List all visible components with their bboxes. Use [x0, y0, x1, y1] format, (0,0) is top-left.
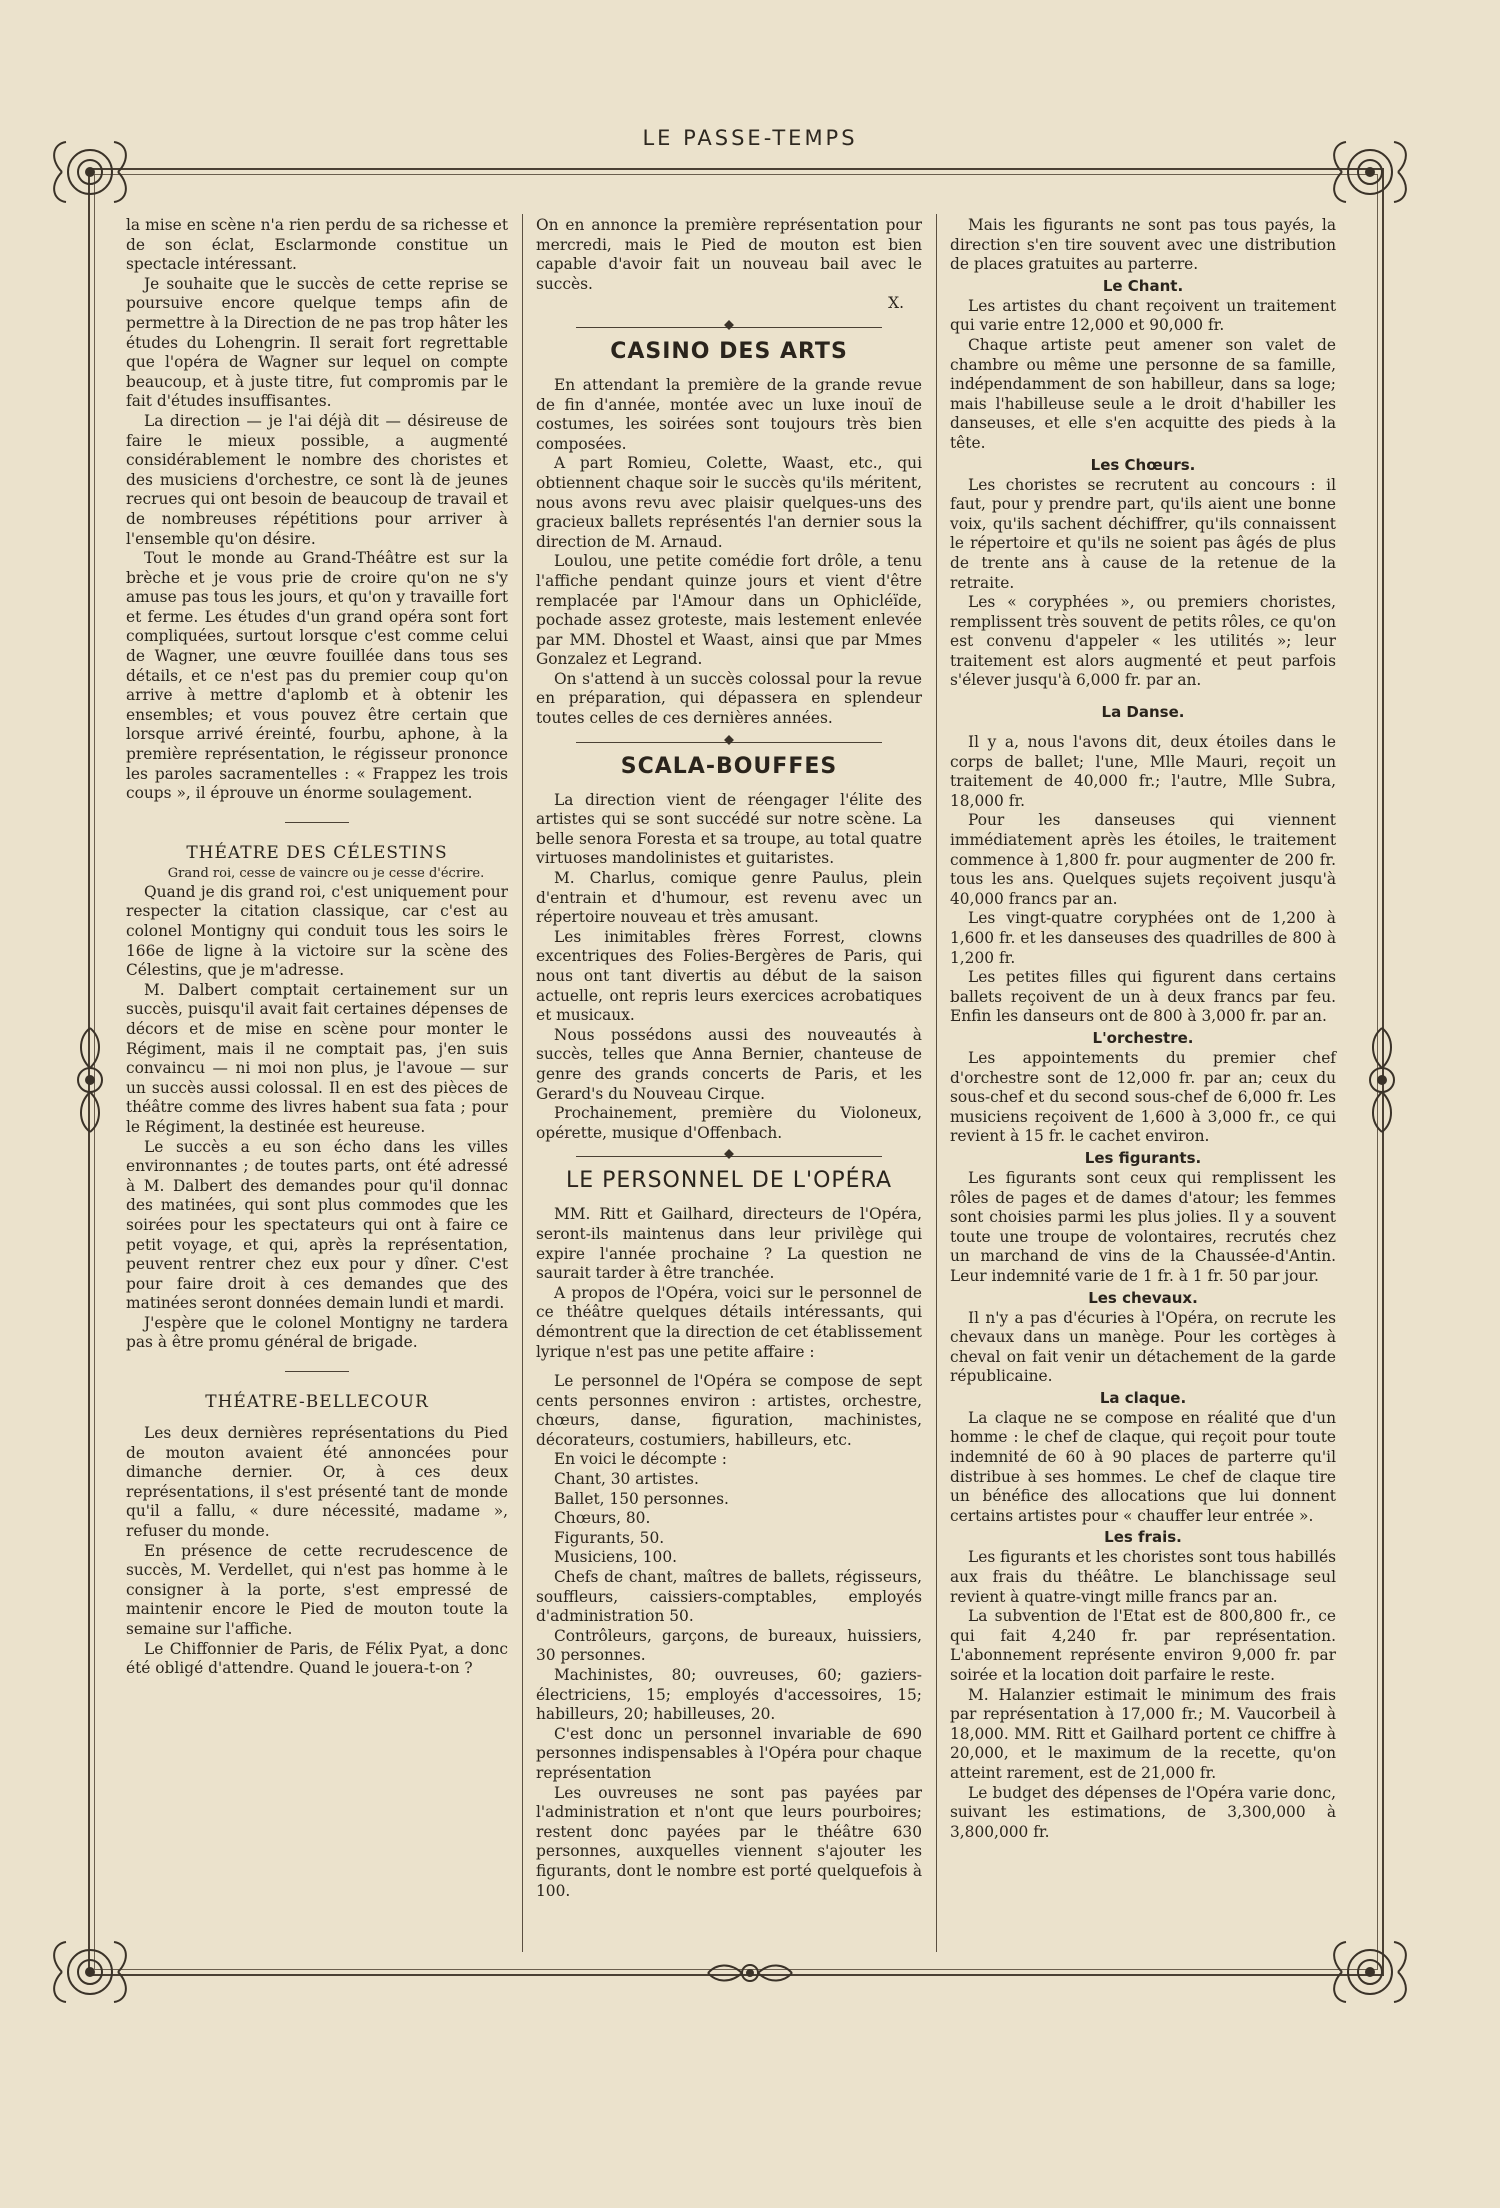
paragraph: Prochainement, première du Violoneux, opérette, musique d'Offenbach. [536, 1104, 922, 1142]
paragraph: Nous possédons aussi des nouveautés à succès, telles que Anna Bernier, chanteuse de genre des grands concerts de Paris, et les Gerard's du Nouveau Cirque. [536, 1025, 922, 1103]
paragraph: Mais les figurants ne sont pas tous payés, la direction s'en tire souvent avec une distribution de places gratuites au parterre. [950, 216, 1336, 274]
paragraph: M. Halanzier estimait le minimum des frais par représentation à 17,000 fr.; M. Vaucorbeil à 18,000. MM. Ritt et Gailhard portent ce chiffre à 20,000, et le maximum de la recette, qu'on atteint rarement, est de 21,000 fr. [950, 1685, 1336, 1782]
paragraph: Le succès a eu son écho dans les villes environnantes ; de toutes parts, ont été adressé à M. Dalbert des demandes pour qu'il donnac des matinées, qui sont plus commodes que les soirées pour les spectateurs qui ont à faire ce petit voyage, et qui, après la représentation, peuvent rentrer chez eux pour y dîner. C'est pour faire droit à ces demandes que des matinées seront données demain lundi et mardi. [126, 1137, 508, 1313]
section-divider [576, 320, 882, 334]
paragraph: Le budget des dépenses de l'Opéra varie donc, suivant les estimations, de 3,300,000 à 3,800,000 fr. [950, 1783, 1336, 1841]
paragraph: Les figurants et les choristes sont tous habillés aux frais du théâtre. Le blanchissage seul revient à quatre-vingt mille francs par an. [950, 1548, 1336, 1606]
paragraph: M. Charlus, comique genre Paulus, plein d'entrain et d'humour, est revenu avec un répertoire nouveau et très amusant. [536, 869, 922, 927]
subsection-title-danse: La Danse. [1101, 703, 1185, 722]
paragraph: Chefs de chant, maîtres de ballets, régisseurs, souffleurs, caissiers-comptables, employés d'administration 50. [536, 1568, 922, 1626]
paragraph: MM. Ritt et Gailhard, directeurs de l'Opéra, seront-ils maintenus dans leur privilège qui expire l'année prochaine ? La question ne saurait tarder à être tranchée. [536, 1205, 922, 1283]
paragraph: On en annonce la première représentation pour mercredi, mais le Pied de mouton est bien capable d'avoir fait un nouveau bail avec le succès. [536, 216, 922, 293]
section-divider [576, 735, 882, 749]
epigraph: Grand roi, cesse de vaincre ou je cesse d'écrire. [167, 865, 485, 881]
paragraph: A part Romieu, Colette, Waast, etc., qui obtiennent chaque soir le succès qu'ils méritent, nous avons revu avec plaisir quelques-uns des gracieux ballets représentés l'an dernier sous la direction de M. Arnaud. [536, 454, 922, 551]
paragraph: Tout le monde au Grand-Théâtre est sur la brèche et je vous prie de croire qu'on ne s'y amuse pas tous les jours, et qu'on y travaille fort et ferme. Les études d'un grand opéra sont fort compliquées, surtout lorsque c'est comme celui de Wagner, une œuvre fouillée dans tous ses détails, et ce n'est pas du premier coup qu'on arrive à mettre d'aplomb et à obtenir les ensembles; et vous pouvez être certain que lorsque arrivé éreinté, fourbu, aphone, à la première représentation, le régisseur prononce les paroles sacramentelles : « Frappez les trois coups », il éprouve un énorme soulagement. [126, 549, 508, 803]
ornament-left-middle-icon [70, 1020, 110, 1140]
paragraph: Les inimitables frères Forrest, clowns excentriques des Folies-Bergères de Paris, qui nous ont tant divertis au début de la saison actuelle, ont repris leurs exercices acrobatiques et musicaux. [536, 927, 922, 1025]
section-rule [285, 822, 349, 823]
ornament-bottom-center-icon [700, 1958, 800, 1988]
subsection-title-figurants: Les figurants. [1084, 1148, 1202, 1167]
paragraph: Les choristes se recrutent au concours : il faut, pour y prendre part, qu'ils aient une bonne voix, qu'ils sachent déchiffrer, qu'ils connaissent le répertoire et qu'ils ne soient pas âgés de plus de trente ans à cause de la retenue de la retraite. [950, 475, 1336, 592]
paragraph: Machinistes, 80; ouvreuses, 60; gaziers-électriciens, 15; employés d'accessoires, 15; habilleurs, 20; habilleuses, 20. [536, 1666, 922, 1724]
ornament-bottom-left-icon [44, 1930, 144, 2014]
paragraph: Loulou, une petite comédie fort drôle, a tenu l'affiche pendant quinze jours et vient d'être remplacée par l'Amour dans un Ophicléïde, pochade assez groteste, mais lestement enlevée par MM. Dhostel et Waast, ainsi que par Mmes Gonzalez et Legrand. [536, 552, 922, 669]
ornament-right-middle-icon [1362, 1020, 1402, 1140]
paragraph: En attendant la première de la grande revue de fin d'année, montée avec un luxe inouï de costumes, les soirées sont toujours très bien composées. [536, 375, 922, 453]
paragraph: On s'attend à un succès colossal pour la revue en préparation, qui dépassera en splendeur toutes celles de ces dernières années. [536, 669, 922, 728]
list-item: Figurants, 50. [554, 1528, 665, 1547]
section-rule [285, 1371, 349, 1372]
paragraph: Pour les danseuses qui viennent immédiatement après les étoiles, le traitement commence à 1,800 fr. pour augmenter de 200 fr. tous les ans. Quelques sujets reçoivent jusqu'à 40,000 francs par an. [950, 811, 1336, 908]
ornament-top-right-icon [1316, 130, 1416, 214]
paragraph: Il n'y a pas d'écuries à l'Opéra, on recrute les chevaux dans un manège. Pour les cortèges à cheval on fait venir un détachement de la garde républicaine. [950, 1308, 1336, 1386]
paragraph: Il y a, nous l'avons dit, deux étoiles dans le corps de ballet; l'une, Mlle Mauri, reçoit un traitement de 40,000 fr.; l'autre, Mlle Subra, 18,000 fr. [950, 733, 1336, 810]
paragraph: Les petites filles qui figurent dans certains ballets reçoivent de un à deux francs par feu. Enfin les danseurs ont de 800 à 3,000 fr. par an. [950, 968, 1336, 1026]
masthead: LE PASSE-TEMPS [642, 126, 858, 150]
paragraph: La subvention de l'Etat est de 800,800 fr., ce qui fait 4,240 fr. par représentation. L'abonnement représente environ 9,000 fr. par soirée et la location doit parfaire le reste. [950, 1607, 1336, 1684]
column-2 [536, 216, 922, 1901]
paragraph: Les ouvreuses ne sont pas payées par l'administration et n'ont que leurs pourboires; restent donc payées par le théâtre 630 personnes, auxquelles viennent s'ajouter les figurants, dont le nombre est porté quelquefois à 100. [536, 1783, 922, 1900]
paragraph: Les « coryphées », ou premiers choristes, remplissent très souvent de petits rôles, ce qu'on est convenu d'appeler « les utilités »; leur traitement est alors augmenté et peut parfois s'élever jusqu'à 6,000 fr. par an. [950, 593, 1336, 690]
section-title-casino: CASINO DES ARTS [610, 338, 848, 364]
column-3 [950, 216, 1336, 1842]
subsection-title-chant: Le Chant. [1102, 276, 1184, 295]
paragraph: La direction — je l'ai déjà dit — désireuse de faire le mieux possible, a augmenté considérablement le nombre des choristes et des musiciens d'orchestre, ce sont là de jeunes recrues qui ont besoin de beaucoup de travail et de nombreuses répétitions pour arriver à l'ensemble qu'on désire. [126, 411, 508, 548]
paragraph: A propos de l'Opéra, voici sur le personnel de ce théâtre quelques détails intéressants, qui démontrent que la direction de cet établissement lyrique n'est pas une petite affaire : [536, 1283, 922, 1361]
ornament-bottom-right-icon [1316, 1930, 1416, 2014]
paragraph: Chaque artiste peut amener son valet de chambre ou même une personne de sa famille, indépendamment de son habilleur, dans sa loge; mais l'habilleuse seule a le droit d'habiller les danseuses, et elle s'en acquitte des pieds à la tête. [950, 335, 1336, 452]
section-title-opera: LE PERSONNEL DE L'OPÉRA [565, 1168, 892, 1194]
paragraph: Les vingt-quatre coryphées ont de 1,200 à 1,600 fr. et les danseuses des quadrilles de 800 à 1,200 fr. [950, 909, 1336, 967]
paragraph: Les deux dernières représentations du Pied de mouton avaient été annoncées pour dimanche dernier. Or, à ces deux représentations, il s'est présenté tant de monde qu'il a fallu, « dure nécessité, madame », refuser du monde. [126, 1424, 508, 1541]
paragraph: Je souhaite que le succès de cette reprise se poursuive encore quelque temps afin de permettre à la Direction de ne pas trop hâter les études du Lohengrin. Il serait fort regrettable que l'opéra de Wagner sur lequel on compte beaucoup, et à juste titre, fut compromis par le fait d'études insuffisantes. [126, 274, 508, 411]
list-item: Chœurs, 80. [554, 1509, 651, 1528]
section-title-celestins: THÉATRE DES CÉLESTINS [186, 842, 448, 863]
staff-list [536, 1450, 922, 1568]
ornament-top-left-icon [44, 130, 144, 214]
column-1 [126, 216, 508, 1679]
paragraph: Le Chiffonnier de Paris, de Félix Pyat, a donc été obligé d'attendre. Quand le jouera-t-on ? [126, 1639, 508, 1678]
subsection-title-chevaux: Les chevaux. [1088, 1288, 1198, 1307]
paragraph: Quand je dis grand roi, c'est uniquement pour respecter la citation classique, car c'est au colonel Montigny qui conduit tous les soirs le 166e de ligne à la victoire sur la scène des Célestins, que je m'adresse. [126, 882, 508, 980]
paragraph: Contrôleurs, garçons, de bureaux, huissiers, 30 personnes. [536, 1626, 922, 1665]
list-item: Ballet, 150 personnes. [554, 1489, 729, 1508]
column-rule-left [522, 214, 523, 1952]
paragraph: Les figurants sont ceux qui remplissent les rôles de pages et de dames d'atour; les femmes sont choisies parmi les plus jolies. Il y a souvent toute une troupe de volontaires, recrutés chez un marchand de vins de la Chaussée-d'Antin. Leur indemnité varie de 1 fr. à 1 fr. 50 par jour. [950, 1168, 1336, 1285]
paragraph: En présence de cette recrudescence de succès, M. Verdellet, qui n'est pas homme à le consigner à la porte, s'est empressé de maintenir encore le Pied de mouton toute la semaine sur l'affiche. [126, 1541, 508, 1638]
paragraph: J'espère que le colonel Montigny ne tardera pas à être promu général de brigade. [126, 1313, 508, 1352]
paragraph: Les artistes du chant reçoivent un traitement qui varie entre 12,000 et 90,000 fr. [950, 296, 1336, 335]
list-item: Chant, 30 artistes. [554, 1470, 699, 1489]
list-item: En voici le décompte : [554, 1450, 727, 1469]
subsection-title-frais: Les frais. [1104, 1528, 1182, 1547]
column-rule-right [936, 214, 937, 1952]
section-divider [576, 1149, 882, 1163]
paragraph: Le personnel de l'Opéra se compose de sept cents personnes environ : artistes, orchestre, chœurs, danse, figuration, machinistes, décorateurs, costumiers, habilleurs, etc. [536, 1372, 922, 1449]
paragraph: M. Dalbert comptait certainement sur un succès, puisqu'il avait fait certaines dépenses de décors et de mise en scène pour monter le Régiment, mais il ne comptait pas, j'en suis convaincu — ni moi non plus, je l'avoue — sur un succès aussi colossal. Il en est des pièces de théâtre comme des livres habent sua fata ; pour le Régiment, la destinée est heureuse. [126, 980, 508, 1136]
list-item: Musiciens, 100. [554, 1548, 678, 1567]
paragraph: Les appointements du premier chef d'orchestre sont de 12,000 fr. par an; ceux du sous-chef et du second sous-chef de 6,000 fr. Les musiciens reçoivent de 1,600 à 3,000 fr., ce qui revient à 15 fr. le cachet environ. [950, 1048, 1336, 1146]
paragraph: C'est donc un personnel invariable de 690 personnes indispensables à l'Opéra pour chaque représentation [536, 1724, 922, 1782]
section-title-bellecour: THÉATRE-BELLECOUR [205, 1392, 429, 1413]
paragraph: La direction vient de réengager l'élite des artistes qui se sont succédé sur notre scène. La belle senora Foresta et sa troupe, au total quatre virtuoses mandolinistes et guitaristes. [536, 790, 922, 868]
subsection-title-claque: La claque. [1099, 1388, 1187, 1407]
section-title-scala: SCALA-BOUFFES [620, 753, 838, 779]
paragraph: la mise en scène n'a rien perdu de sa richesse et de son éclat, Esclarmonde constitue un spectacle intéressant. [126, 216, 508, 274]
signature: X. [888, 294, 904, 313]
subsection-title-choeurs: Les Chœurs. [1090, 455, 1196, 474]
paragraph: La claque ne se compose en réalité que d'un homme : le chef de claque, qui reçoit pour toute indemnité de 60 à 90 places de parterre qu'il distribue à ses hommes. Le chef de claque tire un bénéfice des allocations que lui donnent certains artistes pour « chauffer leur entrée ». [950, 1408, 1336, 1525]
subsection-title-orchestre: L'orchestre. [1092, 1028, 1194, 1047]
